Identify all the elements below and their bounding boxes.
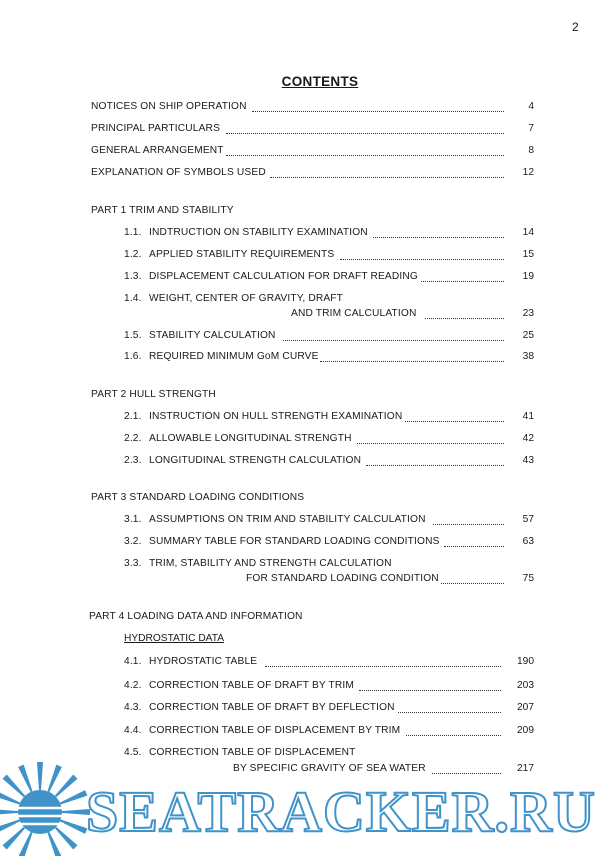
dot-leader [265,665,501,667]
toc-entry[interactable]: 3.2. SUMMARY TABLE FOR STANDARD LOADING CONDITIONS [124,536,440,547]
toc-page: 38 [522,351,534,362]
toc-page: 217 [517,763,534,774]
dot-leader [270,176,504,178]
toc-entry[interactable]: 4.3. CORRECTION TABLE OF DRAFT BY DEFLECTION [124,702,395,713]
toc-entry[interactable]: 1.2. APPLIED STABILITY REQUIREMENTS [124,249,335,260]
page-number: 2 [572,20,579,34]
toc-page: 14 [522,227,534,238]
toc-page: 12 [522,167,534,178]
toc-page: 42 [522,433,534,444]
dot-leader [357,442,504,444]
dot-leader [421,280,504,282]
toc-entry[interactable]: 1.6. REQUIRED MINIMUM GoM CURVE [124,351,319,362]
toc-entry[interactable]: 4.2. CORRECTION TABLE OF DRAFT BY TRIM [124,680,354,691]
toc-page: 209 [517,725,534,736]
toc-entry-continued: FOR STANDARD LOADING CONDITION [246,573,439,584]
dot-leader [359,689,501,691]
dot-leader [441,582,504,584]
toc-entry[interactable]: 1.5. STABILITY CALCULATION [124,330,276,341]
toc-entry-continued: AND TRIM CALCULATION [291,308,417,319]
part-heading: PART 4 LOADING DATA AND INFORMATION [89,611,303,622]
dot-leader [226,154,504,156]
dot-leader [283,339,504,341]
page-title: CONTENTS [281,74,359,89]
part-heading: PART 3 STANDARD LOADING CONDITIONS [91,492,305,503]
dot-leader [405,420,504,422]
dot-leader [320,360,504,362]
toc-entry-continued: BY SPECIFIC GRAVITY OF SEA WATER [233,763,426,774]
toc-page: 4 [528,101,534,112]
toc-page: 207 [517,702,534,713]
dot-leader [444,545,504,547]
toc-entry[interactable]: EXPLANATION OF SYMBOLS USED [91,167,266,178]
toc-entry[interactable]: GENERAL ARRANGEMENT [91,145,224,156]
toc-page: 57 [522,514,534,525]
toc-page: 75 [522,573,534,584]
toc-entry[interactable]: 1.4. WEIGHT, CENTER OF GRAVITY, DRAFT [124,293,344,304]
toc-entry[interactable]: NOTICES ON SHIP OPERATION [91,101,247,112]
dot-leader [373,236,504,238]
toc-entry[interactable]: 4.4. CORRECTION TABLE OF DISPLACEMENT BY TRIM [124,725,401,736]
toc-page: 19 [522,271,534,282]
toc-entry[interactable]: 4.5. CORRECTION TABLE OF DISPLACEMENT [124,747,356,758]
sun-icon [0,762,90,856]
toc-entry[interactable]: 3.1. ASSUMPTIONS ON TRIM AND STABILITY CALCULATION [124,514,426,525]
dot-leader [366,464,504,466]
part-heading: PART 2 HULL STRENGTH [91,389,216,400]
dot-leader [425,317,504,319]
toc-entry[interactable]: 1.1. INDTRUCTION ON STABILITY EXAMINATION [124,227,368,238]
section-subheading: HYDROSTATIC DATA [124,633,224,644]
toc-page: 41 [522,411,534,422]
dot-leader [252,110,504,112]
toc-page: 25 [522,330,534,341]
toc-entry[interactable]: 1.3. DISPLACEMENT CALCULATION FOR DRAFT READING [124,271,418,282]
dot-leader [226,132,504,134]
toc-page: 8 [528,145,534,156]
part-heading: PART 1 TRIM AND STABILITY [91,205,234,216]
dot-leader [406,734,501,736]
toc-entry[interactable]: 3.3. TRIM, STABILITY AND STRENGTH CALCULATION [124,558,392,569]
toc-entry[interactable]: 2.3. LONGITUDINAL STRENGTH CALCULATION [124,455,362,466]
toc-page: 203 [517,680,534,691]
toc-page: 7 [528,123,534,134]
dot-leader [433,523,504,525]
toc-entry[interactable]: 2.1. INSTRUCTION ON HULL STRENGTH EXAMINATION [124,411,403,422]
toc-entry[interactable]: PRINCIPAL PARTICULARS [91,123,221,134]
toc-page: 23 [522,308,534,319]
dot-leader [398,711,501,713]
toc-page: 15 [522,249,534,260]
dot-leader [340,258,504,260]
watermark-text: SEATRACKER.RU [86,779,596,844]
toc-entry[interactable]: 2.2. ALLOWABLE LONGITUDINAL STRENGTH [124,433,352,444]
toc-page: 190 [517,656,534,667]
toc-page: 43 [522,455,534,466]
toc-entry[interactable]: 4.1. HYDROSTATIC TABLE [124,656,258,667]
toc-page: 63 [522,536,534,547]
